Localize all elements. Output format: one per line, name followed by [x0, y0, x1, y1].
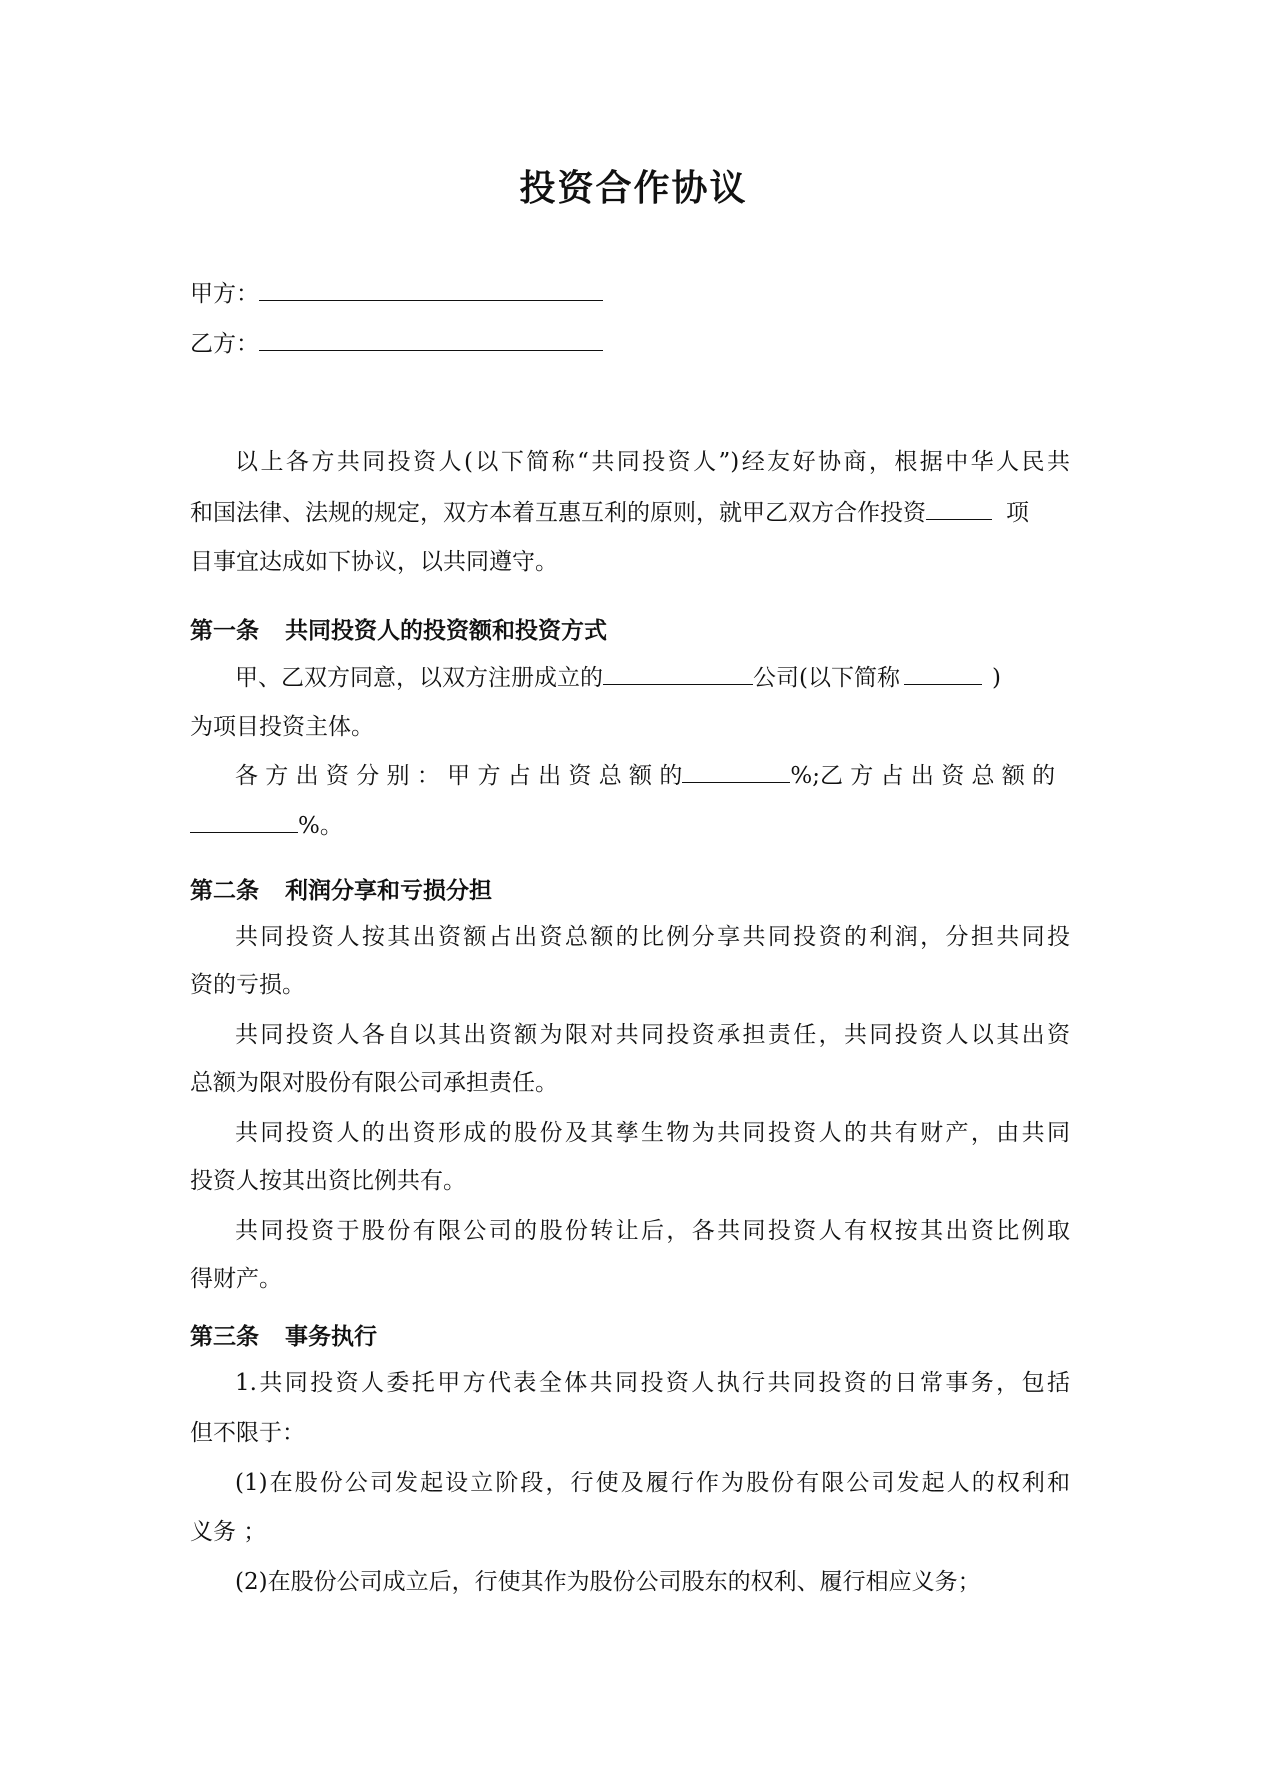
article-2-para-4-line-1: 共同投资于股份有限公司的股份转让后，各共同投资人有权按其出资比例取 [235, 1218, 1070, 1244]
article-3-item-1-line-2: 义务 ； [190, 1519, 267, 1545]
article-1-number: 第一条 [190, 618, 259, 644]
article-1-para-2-text-b: %;乙 方 占 出 资 总 额 的 [790, 763, 1056, 789]
article-2-number: 第二条 [190, 878, 259, 904]
article-1-heading [190, 612, 607, 645]
preamble-line-2-text: 和国法律、法规的规定，双方本着互惠互利的原则，就甲乙双方合作投资 [190, 500, 926, 526]
party-b-label: 乙方： [190, 331, 259, 357]
article-2-para-3-line-1: 共同投资人的出资形成的股份及其孳生物为共同投资人的共有财产，由共同 [235, 1120, 1070, 1146]
article-1-para-2-line-2 [190, 810, 1070, 841]
preamble-line-2-end: 项 [1006, 500, 1029, 526]
article-3-item-2-line-1: (2)在股份公司成立后，行使其作为股份公司股东的权利、履行相应义务； [235, 1569, 981, 1595]
party-b-percent-blank [190, 810, 298, 833]
article-1-para-1-line-1 [235, 662, 1070, 693]
party-b-blank [259, 328, 603, 351]
article-2-heading [190, 872, 492, 905]
article-2-title: 利润分享和亏损分担 [285, 878, 492, 904]
party-a-label: 甲方： [190, 281, 259, 307]
preamble-line-2 [190, 497, 1070, 528]
article-1-para-2-text-end: %。 [298, 813, 343, 839]
party-a-percent-blank [682, 760, 790, 783]
party-b-line [190, 328, 1070, 359]
article-1-para-1-text-a: 甲、乙双方同意，以双方注册成立的 [235, 665, 603, 691]
article-3-heading [190, 1318, 377, 1351]
party-a-line [190, 278, 1070, 309]
preamble-line-1: 以上各方共同投资人(以下简称“共同投资人”)经友好协商，根据中华人民共 [235, 449, 1070, 475]
article-3-title: 事务执行 [285, 1324, 377, 1350]
project-blank [926, 497, 992, 520]
article-1-para-1-text-b: 公司(以下简称 [753, 665, 900, 691]
document-title: 投资合作协议 [519, 168, 748, 209]
article-1-para-1-line-2: 为项目投资主体。 [190, 714, 374, 740]
party-a-blank [259, 278, 603, 301]
article-2-para-4-line-2: 得财产。 [190, 1266, 282, 1292]
article-2-para-1-line-2: 资的亏损。 [190, 972, 305, 998]
article-3-para-1-line-1: 1.共同投资人委托甲方代表全体共同投资人执行共同投资的日常事务，包括 [235, 1370, 1070, 1396]
article-1-para-2-line-1 [235, 760, 1070, 791]
article-2-para-1-line-1: 共同投资人按其出资额占出资总额的比例分享共同投资的利润，分担共同投 [235, 924, 1070, 950]
article-1-para-2-text-a: 各 方 出 资 分 别 ： 甲 方 占 出 资 总 额 的 [235, 763, 683, 789]
article-2-para-2-line-1: 共同投资人各自以其出资额为限对共同投资承担责任，共同投资人以其出资 [235, 1022, 1070, 1048]
article-3-para-1-line-2: 但不限于： [190, 1420, 305, 1446]
preamble-line-3: 目事宜达成如下协议，以共同遵守。 [190, 549, 558, 575]
company-name-blank [603, 662, 753, 685]
article-1-title: 共同投资人的投资额和投资方式 [285, 618, 607, 644]
article-1-para-1-text-c: ) [991, 665, 1001, 691]
company-short-name-blank [904, 662, 982, 685]
article-2-para-2-line-2: 总额为限对股份有限公司承担责任。 [190, 1070, 558, 1096]
article-3-item-1-line-1: (1)在股份公司发起设立阶段，行使及履行作为股份有限公司发起人的权利和 [235, 1470, 1070, 1496]
article-3-number: 第三条 [190, 1324, 259, 1350]
article-2-para-3-line-2: 投资人按其出资比例共有。 [190, 1168, 466, 1194]
